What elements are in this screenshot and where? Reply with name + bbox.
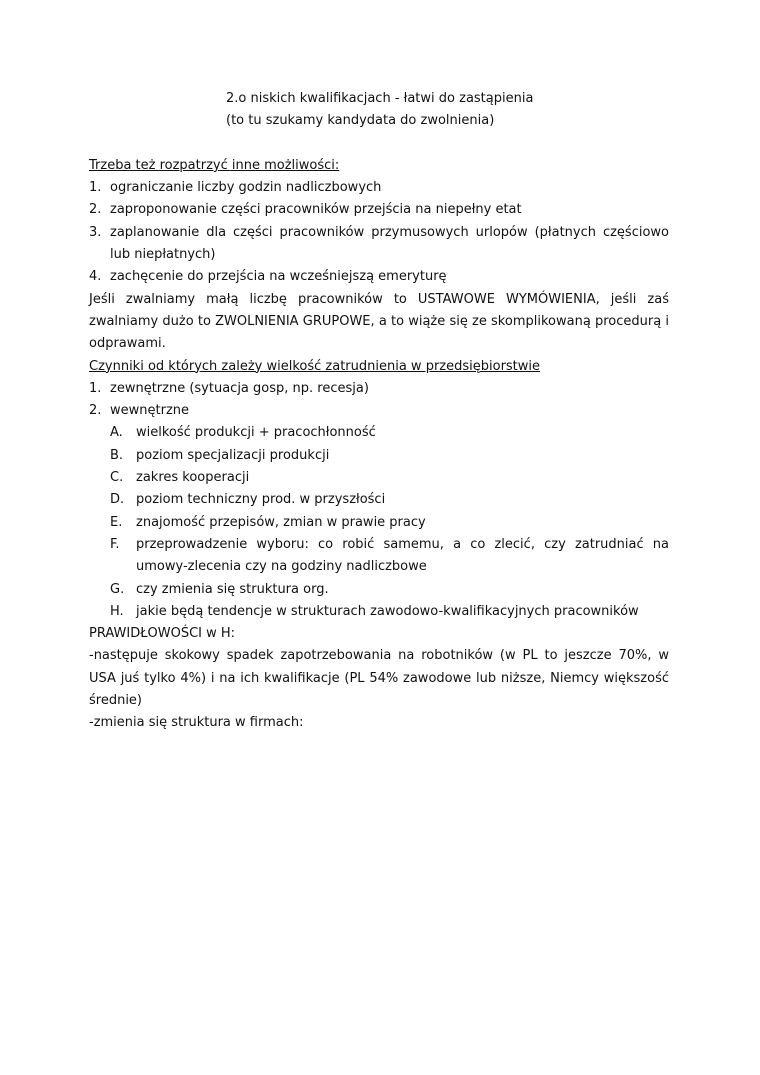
list-item-text: przeprowadzenie wyboru: co robić samemu, a co zlecić, czy zatrudniać na umowy-zlecenia czy na godziny nadliczbowe bbox=[136, 536, 669, 575]
options-list bbox=[89, 177, 669, 288]
list-marker: 2. bbox=[89, 403, 102, 419]
list-item-text: zaplanowanie dla części pracowników przymusowych urlopów (płatnych częściowo lub niepłatnych) bbox=[110, 224, 669, 263]
list-marker: 3. bbox=[89, 224, 102, 240]
list-marker: 1. bbox=[89, 380, 102, 396]
list-item-text: zewnętrzne (sytuacja gosp, np. recesja) bbox=[110, 380, 369, 396]
list-marker: A. bbox=[110, 425, 123, 441]
list-marker: D. bbox=[110, 492, 125, 508]
document-body bbox=[89, 88, 669, 735]
top-line-2: (to tu szukamy kandydata do zwolnienia) bbox=[226, 113, 495, 129]
list-marker: B. bbox=[110, 447, 124, 463]
list-item-text: poziom techniczny prod. w przyszłości bbox=[136, 492, 386, 508]
top-block bbox=[89, 88, 669, 133]
list-item bbox=[89, 266, 669, 288]
factors-list bbox=[89, 378, 669, 423]
list-item-text: znajomość przepisów, zmian w prawie pracy bbox=[136, 514, 426, 530]
dismissal-paragraph: Jeśli zwalniamy małą liczbę pracowników to USTAWOWE WYMÓWIENIA, jeśli zaś zwalniamy dużo to ZWOLNIENIA GRUPOWE, a to wiąże się ze skomplikowaną procedurą i odprawami. bbox=[89, 291, 669, 352]
list-item-text: wielkość produkcji + pracochłonność bbox=[136, 425, 376, 441]
list-item-text: czy zmienia się struktura org. bbox=[136, 581, 329, 597]
list-item-text: zachęcenie do przejścia na wcześniejszą emeryturę bbox=[110, 269, 447, 285]
list-item-text: poziom specjalizacji produkcji bbox=[136, 447, 330, 463]
list-marker: C. bbox=[110, 470, 124, 486]
internal-factors-list bbox=[89, 422, 669, 623]
list-marker: H. bbox=[110, 603, 124, 619]
list-item-text: wewnętrzne bbox=[110, 403, 190, 419]
list-item bbox=[110, 445, 669, 467]
list-marker: F. bbox=[110, 536, 120, 552]
regularities-point-2: -zmienia się struktura w firmach: bbox=[89, 715, 304, 731]
list-item bbox=[89, 222, 669, 267]
list-item bbox=[89, 177, 669, 199]
factors-heading: Czynniki od których zależy wielkość zatrudnienia w przedsiębiorstwie bbox=[89, 358, 541, 374]
list-marker: G. bbox=[110, 581, 125, 597]
list-item-text: zaproponowanie części pracowników przejścia na niepełny etat bbox=[110, 202, 522, 218]
list-item bbox=[89, 199, 669, 221]
list-item bbox=[89, 400, 669, 422]
list-marker: 1. bbox=[89, 180, 102, 196]
list-item bbox=[89, 378, 669, 400]
regularities-point-1: -następuje skokowy spadek zapotrzebowania na robotników (w PL to jeszcze 70%, w USA juś tylko 4%) i na ich kwalifikacje (PL 54% zawodowe lub niższe, Niemcy większość średnie) bbox=[89, 648, 669, 709]
list-item bbox=[110, 489, 669, 511]
regularities-heading: PRAWIDŁOWOŚCI w H: bbox=[89, 626, 236, 642]
list-item-text: zakres kooperacji bbox=[136, 470, 250, 486]
list-item bbox=[110, 422, 669, 444]
list-item bbox=[110, 467, 669, 489]
options-heading: Trzeba też rozpatrzyć inne możliwości: bbox=[89, 157, 340, 173]
list-item-text: jakie będą tendencje w strukturach zawodowo-kwalifikacyjnych pracowników bbox=[136, 603, 639, 619]
list-item bbox=[110, 601, 669, 623]
list-marker: E. bbox=[110, 514, 123, 530]
list-marker: 4. bbox=[89, 269, 102, 285]
top-line-1: 2.o niskich kwalifikacjach - łatwi do zastąpienia bbox=[226, 91, 534, 106]
list-item bbox=[110, 512, 669, 534]
list-marker: 2. bbox=[89, 202, 102, 218]
list-item bbox=[110, 534, 669, 579]
list-item-text: ograniczanie liczby godzin nadliczbowych bbox=[110, 180, 382, 196]
list-item bbox=[110, 579, 669, 601]
blank-line bbox=[89, 133, 669, 155]
